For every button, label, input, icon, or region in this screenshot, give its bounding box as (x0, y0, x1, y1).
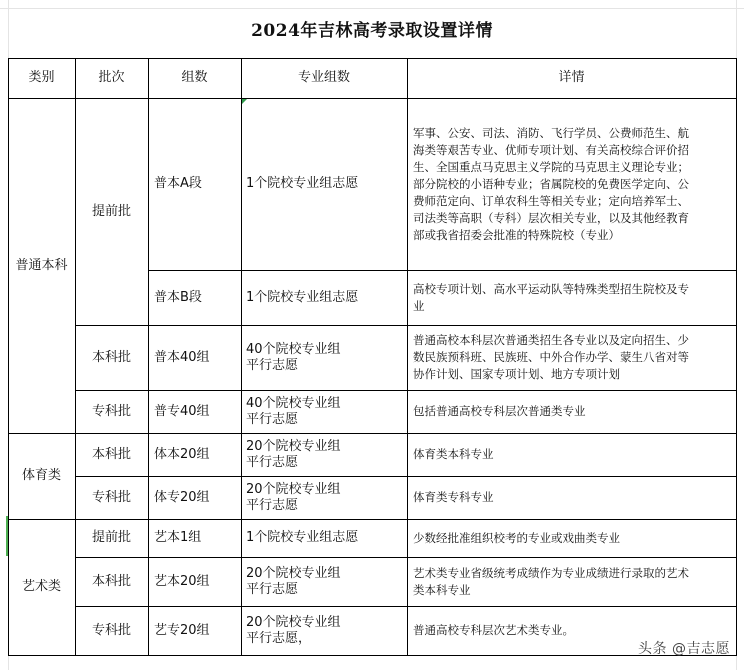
major-group-cell: 20个院校专业组 平行志愿， (241, 606, 407, 655)
group-cell: 普专40组 (148, 390, 241, 433)
group-cell: 艺专20组 (148, 606, 241, 655)
page-title: 2024年吉林高考录取设置详情 (251, 21, 493, 41)
major-group-cell: 1个院校专业组志愿 (241, 270, 407, 325)
group-cell: 普本40组 (148, 325, 241, 390)
category-general: 普通本科 (8, 98, 75, 433)
table-border (8, 519, 737, 520)
detail-cell: 军事、公安、司法、消防、飞行学员、公费师范生、航 海类等艰苦专业、优师专项计划、有关高校综合评价招 生、全国重点马克思主义学院的马克思主义理论专业； 部分院校的小语种专业；省属院校的免费医学定向、公 费师范定向、订单农科生等相关专业；定向培养军士、 司法类等高职（专科）层次相关专业，以及其他经教育 部或我省招委会批准的特殊院校（专业） (407, 98, 736, 270)
batch-arts-junior: 专科批 (75, 606, 148, 655)
detail-cell: 体育类专科专业 (407, 476, 736, 519)
header-batch: 批次 (75, 58, 148, 98)
major-group-cell: 40个院校专业组 平行志愿 (241, 325, 407, 390)
detail-cell: 普通高校专科层次艺术类专业。 (407, 606, 736, 655)
batch-sports-undergrad: 本科批 (75, 433, 148, 476)
detail-cell: 少数经批准组织校考的专业或戏曲类专业 (407, 519, 736, 557)
table-border (75, 390, 737, 391)
major-group-cell: 1个院校专业组志愿 (241, 519, 407, 557)
table-border (148, 58, 149, 656)
table-border (75, 606, 737, 607)
table-border (8, 655, 737, 656)
table-border (75, 58, 76, 656)
watermark: 头条 @吉志愿 (638, 641, 730, 657)
table-border (8, 58, 737, 59)
major-group-cell: 40个院校专业组 平行志愿 (241, 390, 407, 433)
batch-arts-undergrad: 本科批 (75, 557, 148, 606)
detail-cell: 艺术类专业省级统考成绩作为专业成绩进行录取的艺术 类本科专业 (407, 557, 736, 606)
table-border (407, 58, 408, 656)
table-border (75, 476, 737, 477)
header-category: 类别 (8, 58, 75, 98)
selection-indicator (6, 516, 8, 556)
table-border (148, 270, 737, 271)
category-sports: 体育类 (8, 433, 75, 519)
major-group-cell: 1个院校专业组志愿 (241, 98, 407, 270)
cell-comment-marker (242, 99, 247, 104)
group-cell: 艺本20组 (148, 557, 241, 606)
batch-undergrad: 本科批 (75, 325, 148, 390)
table-border (736, 58, 737, 656)
header-group: 组数 (148, 58, 241, 98)
detail-cell: 包括普通高校专科层次普通类专业 (407, 390, 736, 433)
batch-early: 提前批 (75, 98, 148, 325)
table-border (75, 325, 737, 326)
table-border (75, 557, 737, 558)
table-border (8, 433, 737, 434)
detail-cell: 体育类本科专业 (407, 433, 736, 476)
detail-cell: 普通高校本科层次普通类招生各专业以及定向招生、少 数民族预科班、民族班、中外合作办学、蒙生八省对等 协作计划、国家专项计划、地方专项计划 (407, 325, 736, 390)
group-cell: 艺本1组 (148, 519, 241, 557)
table-border (241, 58, 242, 656)
batch-sports-junior: 专科批 (75, 476, 148, 519)
batch-arts-early: 提前批 (75, 519, 148, 557)
group-cell: 体专20组 (148, 476, 241, 519)
major-group-cell: 20个院校专业组 平行志愿 (241, 433, 407, 476)
category-arts: 艺术类 (8, 519, 75, 655)
header-detail: 详情 (407, 58, 736, 98)
group-cell: 体本20组 (148, 433, 241, 476)
group-cell: 普本A段 (148, 98, 241, 270)
group-cell: 普本B段 (148, 270, 241, 325)
detail-cell: 高校专项计划、高水平运动队等特殊类型招生院校及专 业 (407, 270, 736, 325)
header-major-group: 专业组数 (241, 58, 407, 98)
table-border (8, 58, 9, 656)
batch-junior: 专科批 (75, 390, 148, 433)
major-group-cell: 20个院校专业组 平行志愿 (241, 476, 407, 519)
table-border (8, 98, 737, 99)
major-group-cell: 20个院校专业组 平行志愿 (241, 557, 407, 606)
